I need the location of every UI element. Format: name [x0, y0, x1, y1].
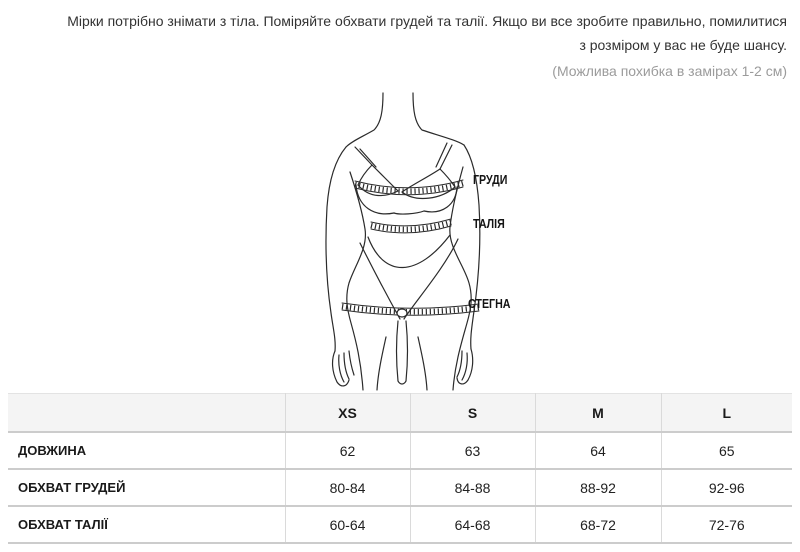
- length-xs-value: 62: [285, 432, 410, 469]
- chest-measure-label: ГРУДИ: [473, 172, 508, 187]
- waist-measure-label: ТАЛІЯ: [473, 216, 505, 231]
- length-l-value: 65: [661, 432, 792, 469]
- chest-xs-value: 80-84: [285, 469, 410, 506]
- waist-l-value: 72-76: [661, 506, 792, 543]
- table-row-waist: [8, 506, 792, 543]
- measurement-tolerance-note: (Можлива похибка в замірах 1-2 см): [552, 63, 787, 79]
- length-s-value: 63: [410, 432, 535, 469]
- chest-s-value: 84-88: [410, 469, 535, 506]
- size-column-header-xs: XS: [285, 394, 410, 433]
- row-label-waist: ОБХВАТ ТАЛІЇ: [8, 506, 285, 543]
- size-table: [8, 393, 792, 544]
- chest-m-value: 88-92: [535, 469, 661, 506]
- measurement-instructions-text: Мірки потрібно знімати з тіла. Поміряйте обхвати грудей та талії. Якщо ви все зробите правильно, помилитися з розміром у вас не буде шансу.: [67, 13, 787, 53]
- size-column-header-s: S: [410, 394, 535, 433]
- body-figure-illustration: [298, 85, 520, 393]
- measuring-tape-waist: [371, 219, 451, 233]
- row-label-chest: ОБХВАТ ГРУДЕЙ: [8, 469, 285, 506]
- bra: [355, 143, 457, 214]
- hips-measure-label: СТЕГНА: [468, 296, 511, 311]
- length-m-value: 64: [535, 432, 661, 469]
- table-row-length: [8, 432, 792, 469]
- size-column-header-l: L: [661, 394, 792, 433]
- size-table-header-row: [8, 394, 792, 433]
- size-table-corner-cell: [8, 394, 285, 433]
- body-measurement-figure: [298, 85, 520, 393]
- chest-l-value: 92-96: [661, 469, 792, 506]
- row-label-length: ДОВЖИНА: [8, 432, 285, 469]
- waist-xs-value: 60-64: [285, 506, 410, 543]
- table-row-chest: [8, 469, 792, 506]
- waist-m-value: 68-72: [535, 506, 661, 543]
- size-column-header-m: M: [535, 394, 661, 433]
- waist-s-value: 64-68: [410, 506, 535, 543]
- measuring-tape-hips: [342, 303, 479, 317]
